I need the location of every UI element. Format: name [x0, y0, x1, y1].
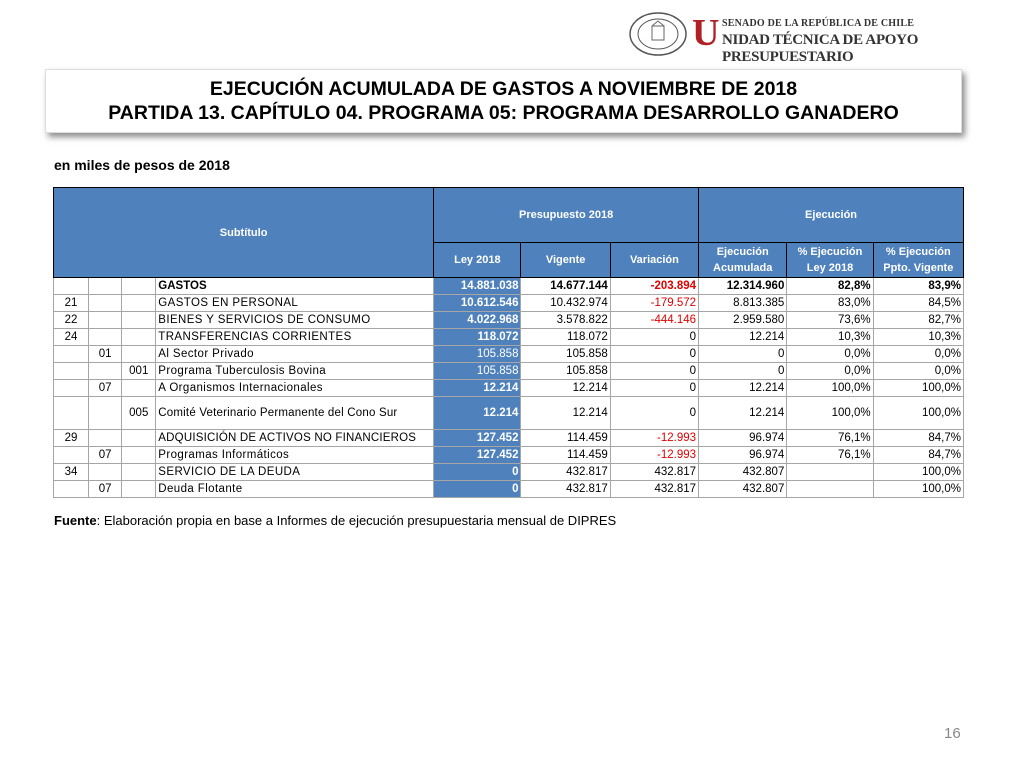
source-label: Fuente	[54, 513, 97, 528]
cell-ejecucion: 0	[699, 346, 787, 363]
senado-seal-logo	[628, 11, 688, 57]
cell-ejecucion: 432.807	[699, 481, 787, 498]
cell-variacion: 432.817	[610, 464, 698, 481]
table-row	[54, 329, 964, 346]
cell-name: Al Sector Privado	[156, 346, 434, 363]
cell-vigente: 114.459	[521, 430, 610, 447]
cell-ejecucion: 2.959.580	[699, 312, 787, 329]
cell-ley: 10.612.546	[434, 295, 521, 312]
table-row	[54, 481, 964, 498]
header-presupuesto: Presupuesto 2018	[434, 188, 699, 243]
cell-vigente: 105.858	[521, 346, 610, 363]
cell-item: 01	[89, 346, 122, 363]
table-row	[54, 380, 964, 397]
cell-ley: 105.858	[434, 363, 521, 380]
cell-ejecucion: 0	[699, 363, 787, 380]
budget-table	[53, 187, 964, 498]
cell-ley: 118.072	[434, 329, 521, 346]
cell-item	[89, 278, 122, 295]
cell-vigente: 118.072	[521, 329, 610, 346]
cell-asignacion	[122, 312, 156, 329]
cell-subtitulo	[54, 481, 89, 498]
cell-name: A Organismos Internacionales	[156, 380, 434, 397]
cell-name: Programa Tuberculosis Bovina	[156, 363, 434, 380]
cell-vigente: 12.214	[521, 397, 610, 430]
cell-subtitulo: 24	[54, 329, 89, 346]
cell-ejecucion: 96.974	[699, 447, 787, 464]
cell-name: ADQUISICIÓN DE ACTIVOS NO FINANCIEROS	[156, 430, 434, 447]
cell-name: GASTOS EN PERSONAL	[156, 295, 434, 312]
cell-pct-vigente: 100,0%	[873, 397, 963, 430]
cell-pct-vigente: 100,0%	[873, 481, 963, 498]
cell-variacion: 432.817	[610, 481, 698, 498]
cell-name: Deuda Flotante	[156, 481, 434, 498]
cell-item	[89, 397, 122, 430]
cell-pct-ley: 73,6%	[787, 312, 873, 329]
cell-vigente: 114.459	[521, 447, 610, 464]
cell-subtitulo: 22	[54, 312, 89, 329]
cell-pct-vigente: 0,0%	[873, 346, 963, 363]
header-subtitulo: Subtítulo	[54, 188, 434, 278]
cell-pct-vigente: 84,5%	[873, 295, 963, 312]
cell-subtitulo: 34	[54, 464, 89, 481]
table-row	[54, 278, 964, 295]
cell-variacion: -179.572	[610, 295, 698, 312]
cell-variacion: 0	[610, 363, 698, 380]
cell-subtitulo	[54, 278, 89, 295]
cell-pct-ley: 100,0%	[787, 380, 873, 397]
cell-variacion: 0	[610, 397, 698, 430]
units-label: en miles de pesos de 2018	[54, 157, 230, 173]
cell-pct-vigente: 0,0%	[873, 363, 963, 380]
cell-pct-ley: 76,1%	[787, 430, 873, 447]
table-row	[54, 447, 964, 464]
cell-vigente: 3.578.822	[521, 312, 610, 329]
cell-variacion: 0	[610, 329, 698, 346]
cell-item	[89, 312, 122, 329]
table-row	[54, 363, 964, 380]
cell-subtitulo	[54, 363, 89, 380]
logo-initial: U	[692, 12, 720, 54]
cell-name: Comité Veterinario Permanente del Cono Sur	[156, 397, 434, 430]
cell-pct-vigente: 100,0%	[873, 464, 963, 481]
header-vigente: Vigente	[521, 243, 610, 278]
cell-ejecucion: 12.214	[699, 397, 787, 430]
cell-variacion: 0	[610, 380, 698, 397]
cell-item	[89, 295, 122, 312]
cell-vigente: 105.858	[521, 363, 610, 380]
title-line-2: PARTIDA 13. CAPÍTULO 04. PROGRAMA 05: PROGRAMA DESARROLLO GANADERO	[108, 102, 899, 124]
cell-ejecucion: 8.813.385	[699, 295, 787, 312]
cell-name: GASTOS	[156, 278, 434, 295]
cell-name: TRANSFERENCIAS CORRIENTES	[156, 329, 434, 346]
page-number: 16	[944, 725, 961, 742]
cell-ejecucion: 12.314.960	[699, 278, 787, 295]
cell-subtitulo: 29	[54, 430, 89, 447]
cell-vigente: 432.817	[521, 464, 610, 481]
source-text: : Elaboración propia en base a Informes de ejecución presupuestaria mensual de DIPRES	[96, 513, 617, 528]
header-variacion: Variación	[610, 243, 698, 278]
logo-senado-line: SENADO DE LA REPÚBLICA DE CHILE	[722, 18, 915, 29]
cell-vigente: 432.817	[521, 481, 610, 498]
cell-asignacion	[122, 346, 156, 363]
cell-pct-vigente: 83,9%	[873, 278, 963, 295]
cell-item	[89, 464, 122, 481]
cell-name: BIENES Y SERVICIOS DE CONSUMO	[156, 312, 434, 329]
cell-asignacion	[122, 295, 156, 312]
cell-asignacion: 005	[122, 397, 156, 430]
cell-vigente: 14.677.144	[521, 278, 610, 295]
cell-vigente: 10.432.974	[521, 295, 610, 312]
cell-name: Programas Informáticos	[156, 447, 434, 464]
cell-subtitulo	[54, 397, 89, 430]
cell-pct-vigente: 10,3%	[873, 329, 963, 346]
table-row	[54, 397, 964, 430]
header-ley: Ley 2018	[434, 243, 521, 278]
table-row	[54, 346, 964, 363]
cell-ley: 0	[434, 464, 521, 481]
cell-subtitulo	[54, 447, 89, 464]
table-row	[54, 464, 964, 481]
cell-ley: 4.022.968	[434, 312, 521, 329]
cell-pct-ley: 82,8%	[787, 278, 873, 295]
cell-ejecucion: 12.214	[699, 380, 787, 397]
cell-pct-ley: 76,1%	[787, 447, 873, 464]
cell-ley: 127.452	[434, 447, 521, 464]
header-pct-ley: % Ejecución Ley 2018	[787, 243, 873, 278]
cell-asignacion	[122, 380, 156, 397]
cell-ley: 14.881.038	[434, 278, 521, 295]
cell-ley: 12.214	[434, 380, 521, 397]
title-box	[45, 69, 962, 133]
table-row	[54, 312, 964, 329]
cell-ejecucion: 96.974	[699, 430, 787, 447]
logo-unidad-line: NIDAD TÉCNICA DE APOYO PRESUPUESTARIO	[722, 32, 919, 65]
header-ejecucion: Ejecución	[699, 188, 964, 243]
cell-name: SERVICIO DE LA DEUDA	[156, 464, 434, 481]
cell-pct-ley: 10,3%	[787, 329, 873, 346]
cell-subtitulo: 21	[54, 295, 89, 312]
header-pct-vigente: % Ejecución Ppto. Vigente	[873, 243, 963, 278]
cell-item	[89, 329, 122, 346]
cell-variacion: -444.146	[610, 312, 698, 329]
source-note	[54, 513, 616, 528]
table-row	[54, 295, 964, 312]
cell-asignacion	[122, 329, 156, 346]
cell-variacion: -12.993	[610, 430, 698, 447]
cell-pct-vigente: 84,7%	[873, 447, 963, 464]
cell-pct-ley: 0,0%	[787, 363, 873, 380]
cell-ley: 0	[434, 481, 521, 498]
cell-pct-ley	[787, 481, 873, 498]
cell-ley: 105.858	[434, 346, 521, 363]
cell-variacion: 0	[610, 346, 698, 363]
cell-item	[89, 363, 122, 380]
cell-asignacion	[122, 481, 156, 498]
cell-asignacion	[122, 278, 156, 295]
cell-pct-vigente: 82,7%	[873, 312, 963, 329]
cell-asignacion	[122, 430, 156, 447]
cell-ejecucion: 432.807	[699, 464, 787, 481]
cell-item: 07	[89, 447, 122, 464]
header-ejec-acumulada: Ejecución Acumulada	[699, 243, 787, 278]
cell-ley: 127.452	[434, 430, 521, 447]
cell-pct-vigente: 84,7%	[873, 430, 963, 447]
cell-item	[89, 430, 122, 447]
cell-pct-ley: 0,0%	[787, 346, 873, 363]
cell-ejecucion: 12.214	[699, 329, 787, 346]
cell-pct-ley	[787, 464, 873, 481]
cell-item: 07	[89, 380, 122, 397]
cell-vigente: 12.214	[521, 380, 610, 397]
cell-ley: 12.214	[434, 397, 521, 430]
cell-variacion: -12.993	[610, 447, 698, 464]
cell-asignacion	[122, 447, 156, 464]
cell-asignacion: 001	[122, 363, 156, 380]
cell-subtitulo	[54, 346, 89, 363]
table-row	[54, 430, 964, 447]
cell-pct-ley: 83,0%	[787, 295, 873, 312]
cell-pct-ley: 100,0%	[787, 397, 873, 430]
title-line-1: EJECUCIÓN ACUMULADA DE GASTOS A NOVIEMBRE DE 2018	[209, 78, 798, 100]
cell-asignacion	[122, 464, 156, 481]
cell-item: 07	[89, 481, 122, 498]
cell-pct-vigente: 100,0%	[873, 380, 963, 397]
cell-variacion: -203.894	[610, 278, 698, 295]
cell-subtitulo	[54, 380, 89, 397]
